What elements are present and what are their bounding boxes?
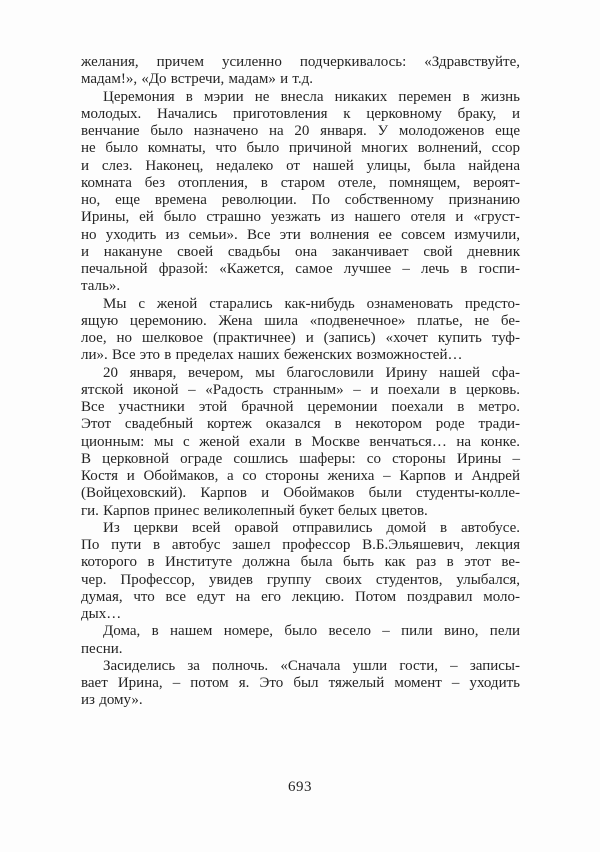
text-line: Церемония в мэрии не внесла никаких перемен в жизнь	[103, 88, 520, 105]
text-line: которого в Институте должна была быть как раз в этот ве-	[81, 554, 520, 571]
text-line: В церковной ограде сошлись шаферы: со стороны Ирины –	[81, 450, 520, 467]
text-line: и накануне своей свадьбы она заканчивает свой дневник	[81, 243, 520, 260]
text-line: Ирины, ей было страшно уезжать из нашего отеля и «груст-	[81, 209, 520, 226]
text-line: венчание было назначено на 20 января. У молодоженов еще	[81, 123, 520, 139]
text-line: комната без отопления, в старом отеле, помнящем, вероят-	[81, 174, 520, 191]
text-line: Из церкви всей оравой отправились домой в автобусе.	[103, 519, 520, 536]
text-line: ционным: мы с женой ехали в Москве венчаться… на конке.	[81, 433, 520, 450]
text-line: Мы с женой старались как-нибудь ознаменовать предсто-	[103, 295, 520, 312]
text-line: Засиделись за полночь. «Сначала ушли гости, – записы-	[103, 657, 520, 674]
text-line: думая, что все едут на его лекцию. Потом поздравил моло-	[81, 588, 520, 605]
text-line: Все участники этой брачной церемонии поехали в метро.	[81, 399, 520, 415]
page-text	[81, 54, 520, 710]
text-line: из дому».	[81, 692, 143, 709]
text-line: ятской иконой – «Радость странным» – и поехали в церковь.	[81, 381, 520, 398]
text-line: лое, но шелковое (практичнее) и (запись) «хочет купить туф-	[81, 330, 520, 346]
text-line: Этот свадебный кортеж оказался в некотором роде тради-	[81, 416, 520, 433]
page-number: 693	[288, 779, 312, 795]
text-line: песни.	[81, 640, 123, 657]
text-line: но уходить из семьи». Все эти волнения ее совсем измучили,	[81, 226, 520, 243]
text-line: чер. Профессор, увидев группу своих студентов, улыбался,	[81, 571, 520, 588]
text-line: Дома, в нашем номере, было весело – пили вино, пели	[103, 623, 520, 640]
text-line: По пути в автобус зашел профессор В.Б.Эльяшевич, лекция	[81, 537, 520, 553]
text-line: ящую церемонию. Жена шила «подвенечное» платье, не бе-	[81, 312, 520, 329]
text-line: желания, причем усиленно подчеркивалось: «Здравствуйте,	[81, 54, 520, 70]
text-line: не было комнаты, что было причиной многих волнений, ссор	[81, 140, 520, 157]
text-line: Костя и Обоймаков, а со стороны жениха – Карпов и Андрей	[81, 468, 520, 484]
text-line: (Войцеховский). Карпов и Обоймаков были студенты-колле-	[81, 485, 520, 502]
text-line: но, еще времена революции. По собственному признанию	[81, 192, 520, 208]
text-line: молодых. Начались приготовления к церковному браку, и	[81, 105, 520, 122]
text-line: таль».	[81, 278, 121, 295]
text-line: дых…	[81, 606, 122, 622]
text-line: мадам!», «До встречи, мадам» и т.д.	[81, 71, 313, 88]
text-line: и слез. Наконец, недалеко от нашей улицы, была найдена	[81, 157, 520, 174]
text-line: печальной фразой: «Кажется, самое лучшее – лечь в госпи-	[81, 261, 520, 277]
text-line: ги. Карпов принес великолепный букет белых цветов.	[81, 502, 428, 519]
text-line: ли». Все это в пределах наших беженских возможностей…	[81, 347, 463, 364]
text-line: 20 января, вечером, мы благословили Ирину нашей сфа-	[103, 364, 520, 381]
text-line: вает Ирина, – потом я. Это был тяжелый момент – уходить	[81, 675, 520, 691]
